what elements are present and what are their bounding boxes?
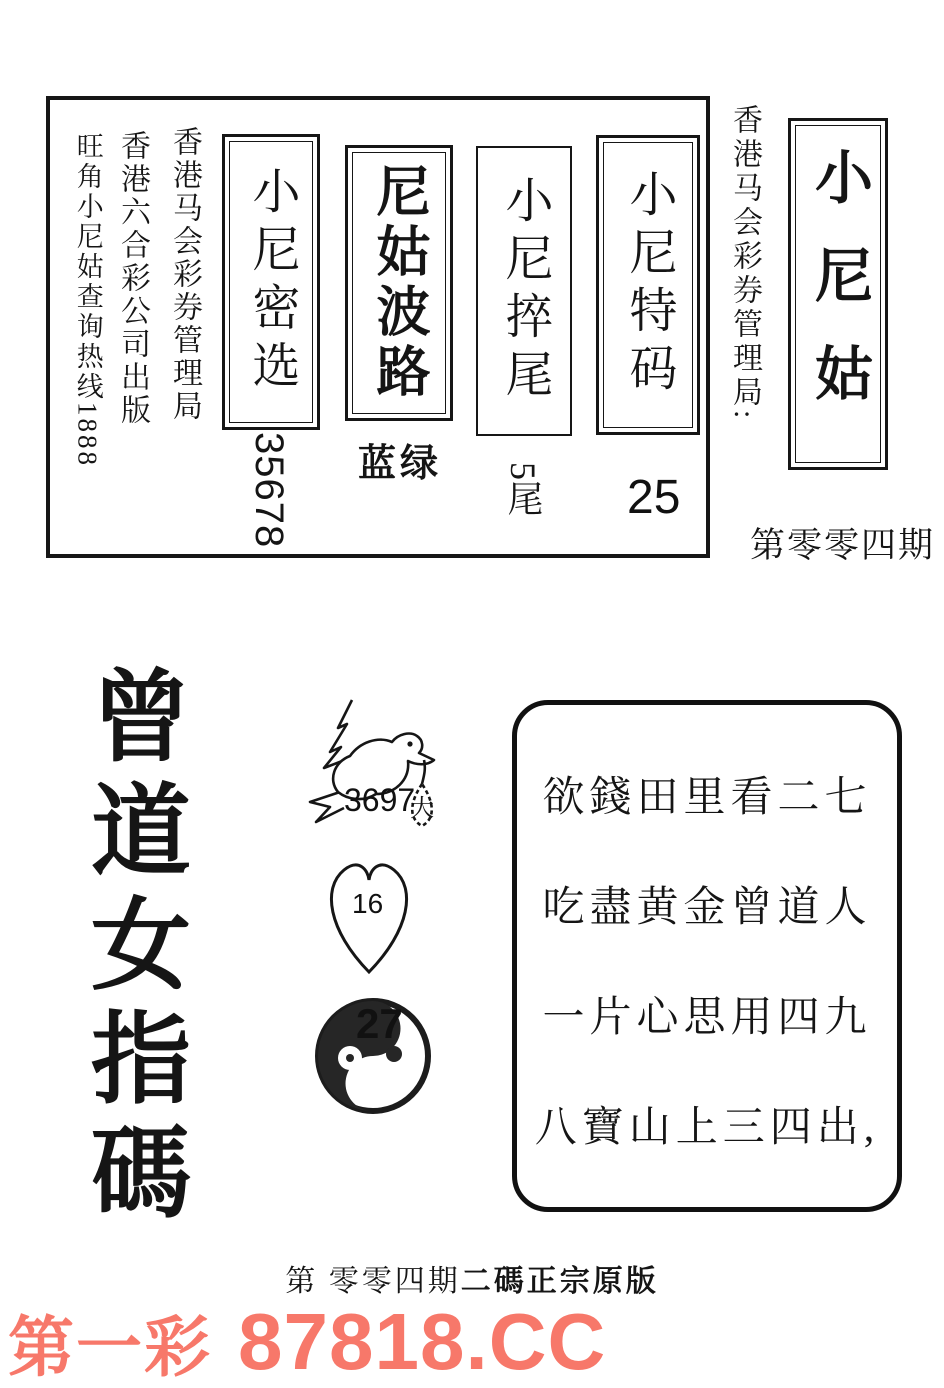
footer-site-url: 87818.CC — [238, 1296, 607, 1386]
masthead-box — [788, 118, 888, 470]
main-vertical-title: 曾道女指碼 — [76, 664, 188, 1234]
bottom-caption-issue: 第 零零四期 — [285, 1265, 461, 1298]
panel-tema-box — [596, 135, 700, 435]
panel-tema-value: 25 — [627, 471, 681, 524]
panel-mixuan-value: 35678 — [247, 432, 291, 549]
poem-line-3: 一片心思用四九 — [542, 995, 872, 1041]
dove-icon — [288, 694, 464, 858]
publisher-line-hotline: 旺角小尼姑查询热线1888 — [72, 132, 103, 468]
bottom-caption-edition: 二碼正宗原版 — [460, 1265, 659, 1298]
publisher-line-authority: 香港马会彩券管理局 — [168, 126, 201, 423]
poem-line-2: 吃盡黄金曾道人 — [542, 885, 872, 931]
panel-zuowei-value: 5尾 — [503, 462, 543, 516]
panel-zuowei-title: 小尼捽尾 — [498, 175, 551, 407]
masthead-title: 小尼姑 — [806, 147, 871, 441]
panel-bolu-value: 蓝绿 — [358, 443, 443, 485]
panel-bolu-title: 尼姑波路 — [369, 163, 429, 403]
heart-number: 16 — [352, 888, 384, 919]
panel-zuowei-box — [476, 146, 572, 436]
panel-mixuan-box — [222, 134, 320, 430]
poem-line-4: 八寶山上三四出, — [534, 1105, 880, 1151]
masthead-authority-label: 香港马会彩券管理局: — [728, 104, 761, 423]
footer-brand: 第一彩 — [8, 1310, 212, 1384]
site-footer — [8, 1294, 606, 1388]
panel-mixuan-title: 小尼密选 — [245, 166, 298, 398]
poem-box — [512, 700, 902, 1212]
issue-label: 第零零四期 — [750, 526, 936, 565]
panel-bolu-box — [345, 145, 453, 421]
poem-line-1: 欲錢田里看二七 — [542, 775, 872, 821]
yinyang-number: 27 — [356, 1000, 403, 1047]
dove-pendant-char: 大 — [410, 796, 434, 822]
panel-tema-title: 小尼特码 — [622, 169, 675, 401]
publisher-line-company: 香港六合彩公司出版 — [116, 130, 149, 427]
header-box — [46, 96, 710, 558]
dove-number: 3697 — [344, 782, 416, 818]
